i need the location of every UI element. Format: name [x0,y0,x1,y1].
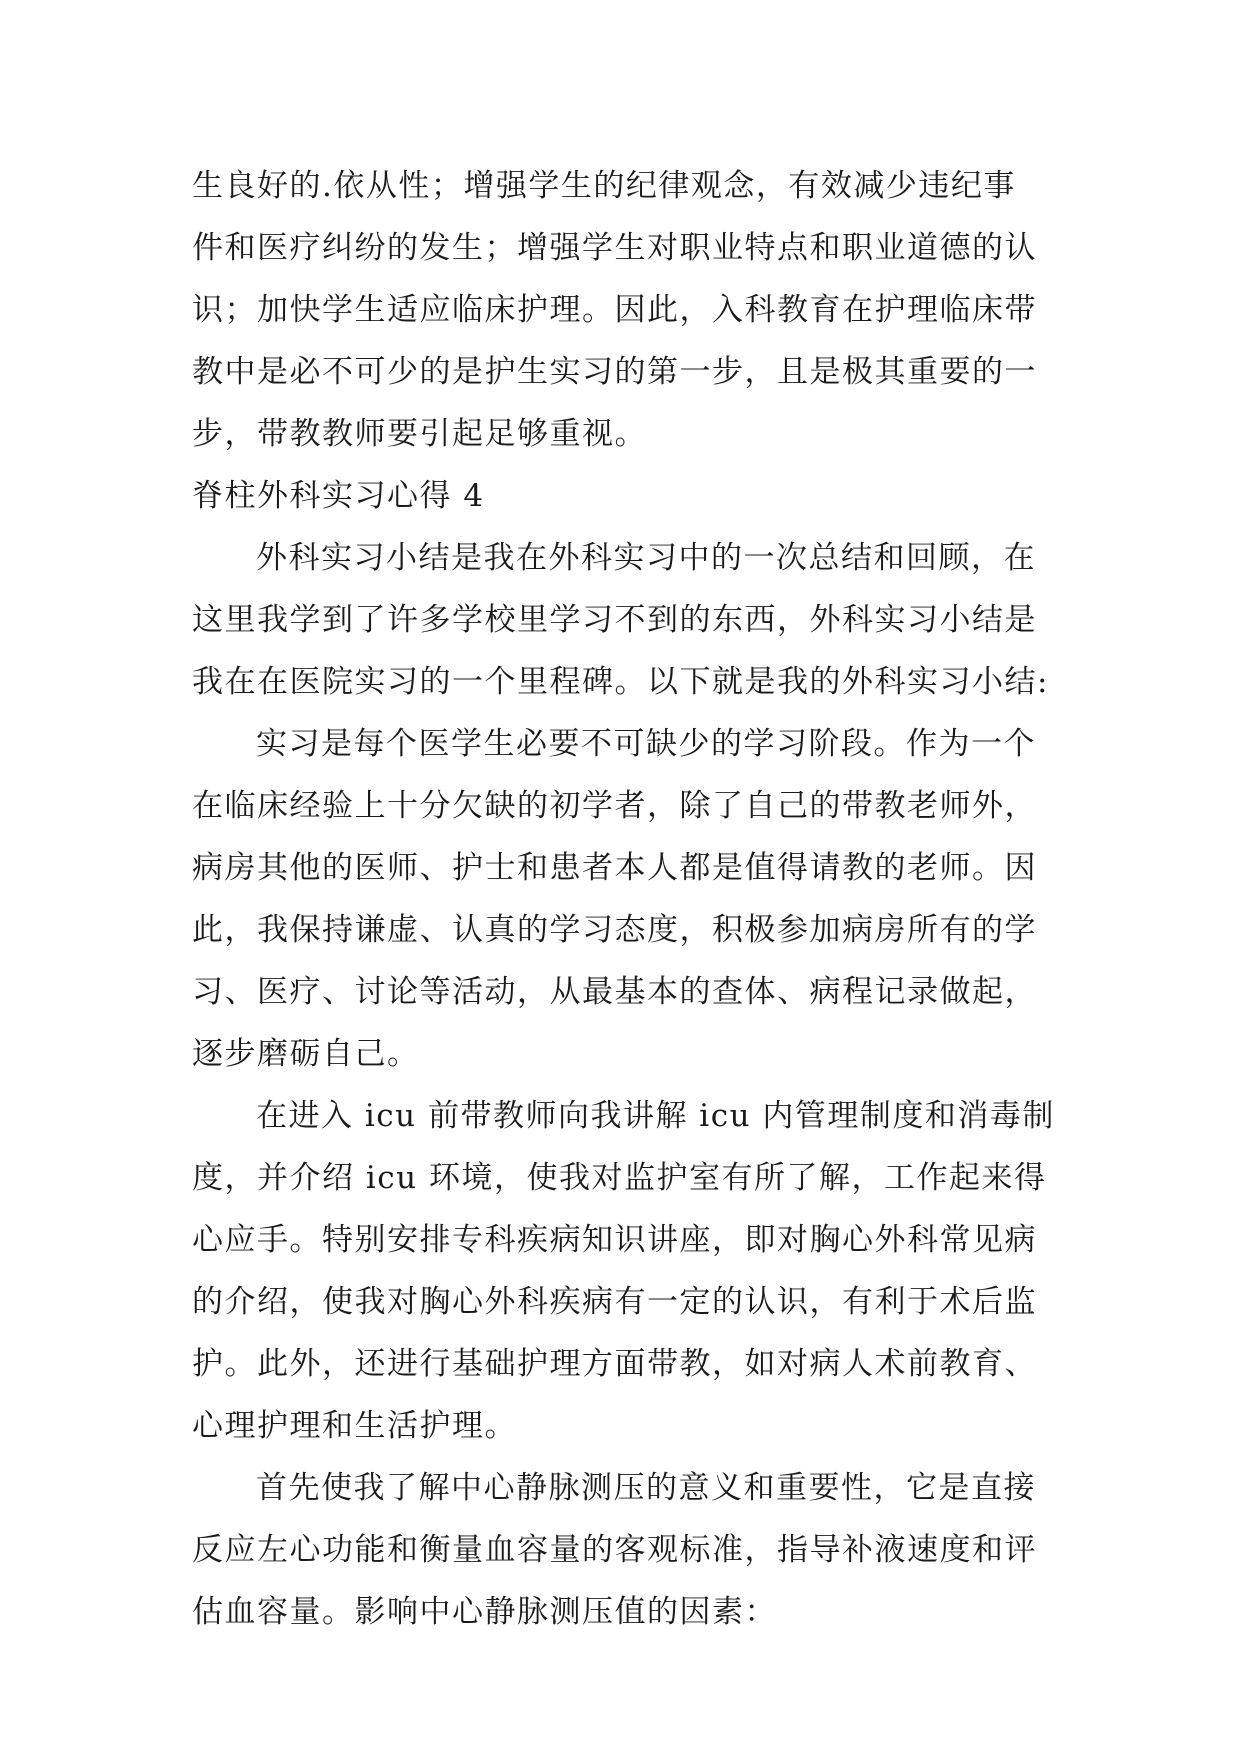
paragraph-icu-intro [192,1085,1055,1457]
text-line: 教中是必不可少的是护生实习的第一步，且是极其重要的一 [192,354,1037,390]
text-line: 心理护理和生活护理。 [192,1408,517,1444]
text-line: 识；加快学生适应临床护理。因此，入科教育在护理临床带 [192,292,1037,328]
text-line: 外科实习小结是我在外科实习中的一次总结和回顾，在 [256,540,1036,576]
text-line: 步，带教教师要引起足够重视。 [192,416,647,452]
text-line: 的介绍，使我对胸心外科疾病有一定的认识，有利于术后监 [192,1284,1037,1320]
text-line: 护。此外，还进行基础护理方面带教，如对病人术前教育、 [192,1346,1037,1382]
text-line: 此，我保持谦虚、认真的学习态度，积极参加病房所有的学 [192,912,1037,948]
text-line: 估血容量。影响中心静脉测压值的因素： [192,1594,777,1630]
text-line: 病房其他的医师、护士和患者本人都是值得请教的老师。因 [192,850,1037,886]
text-line: 反应左心功能和衡量血容量的客观标准，指导补液速度和评 [192,1532,1037,1568]
section-heading: 脊柱外科实习心得 4 [192,478,485,514]
text-line: 心应手。特别安排专科疾病知识讲座，即对胸心外科常见病 [192,1222,1037,1258]
text-line: 这里我学到了许多学校里学习不到的东西，外科实习小结是 [192,602,1037,638]
paragraph-summary-intro [192,527,1052,713]
paragraph-cvp [192,1457,1052,1643]
text-line: 在进入 icu 前带教师向我讲解 icu 内管理制度和消毒制 [256,1098,1055,1134]
text-line: 习、医疗、讨论等活动，从最基本的查体、病程记录做起， [192,974,1037,1010]
text-line: 逐步磨砺自己。 [192,1036,420,1072]
text-line: 我在在医院实习的一个里程碑。以下就是我的外科实习小结: [192,664,1049,700]
text-line: 生良好的.依从性；增强学生的纪律观念，有效减少违纪事 [192,168,1016,204]
text-line: 在临床经验上十分欠缺的初学者，除了自己的带教老师外， [192,788,1037,824]
text-line: 实习是每个医学生必要不可缺少的学习阶段。作为一个 [256,726,1036,762]
text-line: 度，并介绍 icu 环境，使我对监护室有所了解，工作起来得 [192,1160,1047,1196]
paragraph-internship-attitude [192,713,1052,1085]
paragraph-continuation [192,155,1052,465]
text-line: 件和医疗纠纷的发生；增强学生对职业特点和职业道德的认 [192,230,1037,266]
document-body [192,155,1055,1643]
text-line: 首先使我了解中心静脉测压的意义和重要性，它是直接 [256,1470,1036,1506]
